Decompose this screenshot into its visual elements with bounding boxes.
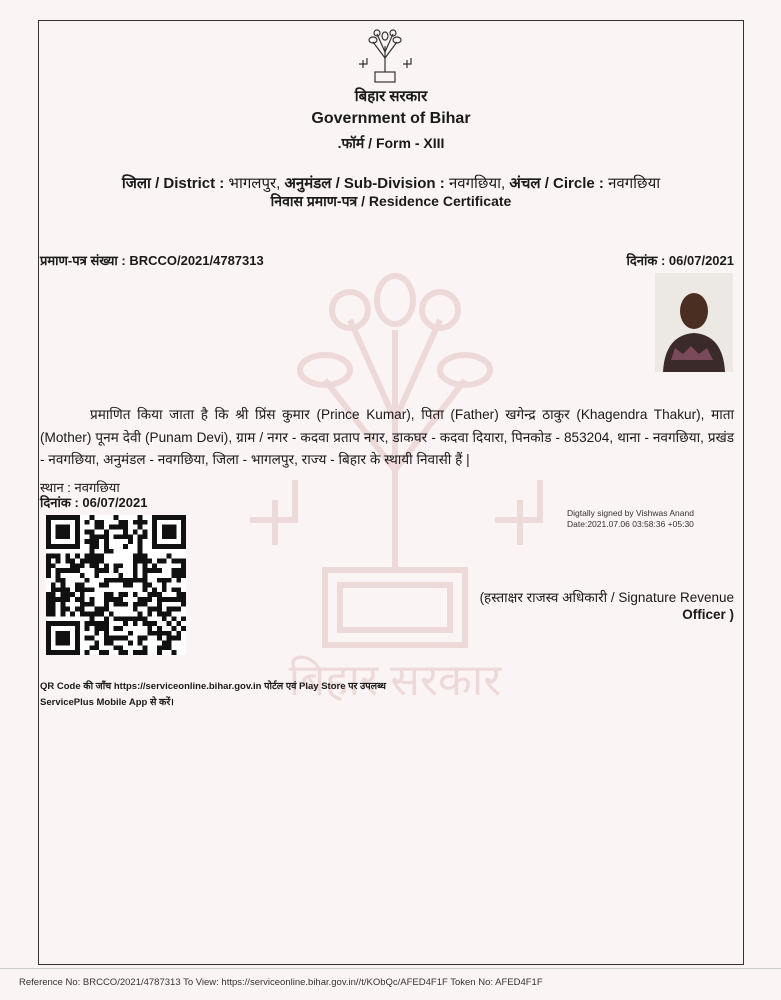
qr-note-line1: QR Code की जाँच https://serviceonline.bihar.gov.in पोर्टल एवं Play Store पर उपलब्ध — [40, 681, 386, 692]
issue-date-label: दिनांक : — [626, 253, 666, 268]
digital-signature-signer: Digtally signed by Vishwas Anand — [567, 508, 694, 518]
qr-note-line2: ServicePlus Mobile App से करें। — [40, 697, 174, 708]
certificate-type: निवास प्रमाण-पत्र / Residence Certificate — [270, 193, 512, 209]
certificate-number — [40, 251, 264, 269]
certificate-number-label: प्रमाण-पत्र संख्या : — [40, 253, 126, 268]
place-label: स्थान : — [40, 480, 71, 495]
circle-label: अंचल / Circle : — [509, 175, 604, 192]
issue-date — [627, 251, 734, 269]
digital-signature-date: Date:2021.07.06 03:58:36 +05:30 — [567, 519, 694, 529]
signature-label — [480, 589, 734, 623]
certificate-body: प्रमाणित किया जाता है कि श्री प्रिंस कुमार (Prince Kumar), पिता (Father) खगेन्द्र ठाकुर (Khagendra Thakur), माता (Mother) पूनम देवी (Punam Devi), ग्राम / नगर - कदवा प्रताप नगर, डाकघर - कदवा दियारा, पिनकोड - 853204, थाना - नवगछिया, प्रखंड - नवगछिया, अनुमंडल - नवगछिया, जिला - भागलपुर, राज्य - बिहार के स्थायी निवासी हैं | — [40, 407, 734, 467]
form-number: .फॉर्म / Form - XIII — [337, 135, 445, 151]
place-date — [40, 493, 147, 511]
district-label: जिला / District : — [121, 175, 225, 192]
footer-reference: Reference No: BRCCO/2021/4787313 To View: https://serviceonline.bihar.gov.in//t/KObQc/AFED4F1F Token No: AFED4F1F — [19, 977, 543, 988]
watermark-text: बिहार सरकार — [288, 656, 502, 705]
signature-label-line1: (हस्ताक्षर राजस्व अधिकारी / Signature Revenue — [479, 590, 734, 605]
title: Government of Bihar — [311, 110, 471, 127]
district-value: भागलपुर, — [228, 175, 281, 192]
bihar-emblem-icon — [355, 28, 415, 86]
location-line — [38, 173, 744, 193]
title-hindi: बिहार सरकार — [354, 88, 428, 105]
emblem-watermark — [230, 270, 560, 710]
place-value: नवगछिया — [74, 480, 120, 495]
applicant-photo — [655, 273, 733, 372]
signature-label-line2: Officer ) — [682, 607, 734, 622]
place-date-value: 06/07/2021 — [82, 495, 148, 510]
circle-value: नवगछिया — [608, 175, 661, 192]
footer-divider — [0, 968, 781, 969]
certificate-number-value: BRCCO/2021/4787313 — [129, 253, 264, 268]
qr-code[interactable] — [46, 515, 186, 655]
subdivision-value: नवगछिया, — [448, 175, 506, 192]
digital-signature — [567, 508, 694, 530]
subdivision-label: अनुमंडल / Sub-Division : — [284, 175, 445, 192]
issue-date-value: 06/07/2021 — [668, 253, 734, 268]
qr-note — [40, 679, 386, 711]
place-date-label: दिनांक : — [40, 495, 79, 510]
